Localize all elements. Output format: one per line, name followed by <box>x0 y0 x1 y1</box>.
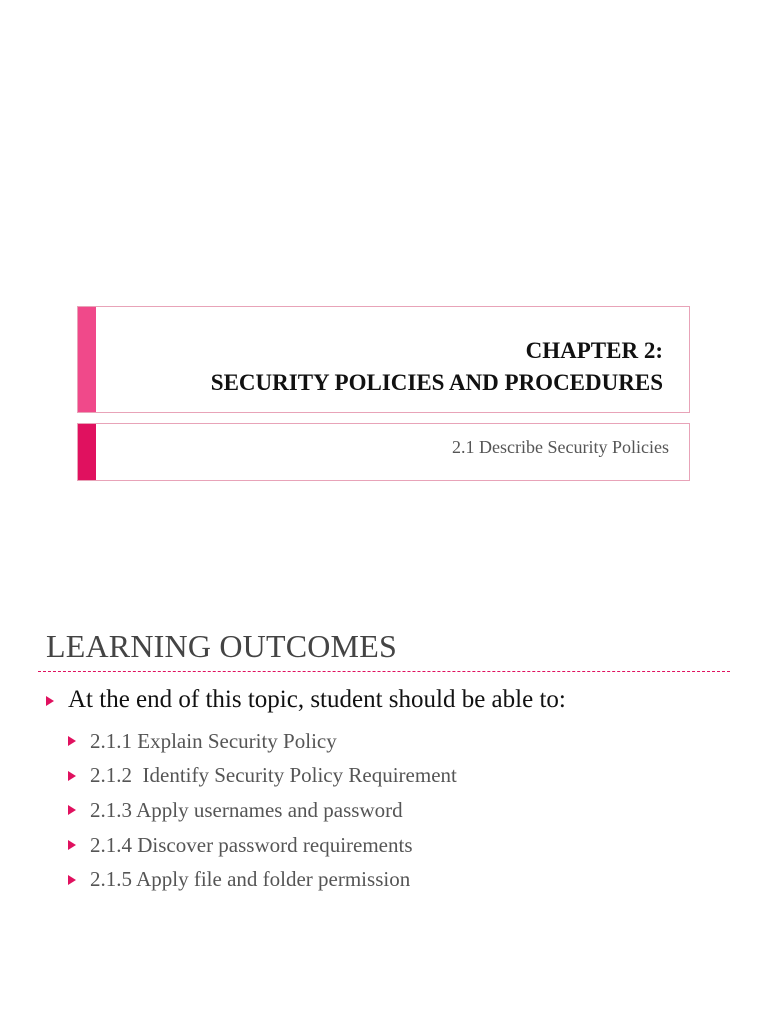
list-item-label: 2.1.4 Discover password requirements <box>90 832 413 857</box>
list-item-label: 2.1.2 Identify Security Policy Requirement <box>90 763 457 788</box>
subtitle-box <box>77 423 690 481</box>
triangle-right-icon <box>68 736 76 746</box>
chapter-title-box <box>77 306 690 413</box>
list-item <box>68 759 457 794</box>
list-item <box>68 793 457 828</box>
chapter-title-line-2: SECURITY POLICIES AND PROCEDURES <box>210 370 663 395</box>
title-accent-bar <box>78 307 96 412</box>
chapter-title <box>211 335 663 399</box>
triangle-right-icon <box>46 696 54 706</box>
list-item <box>68 724 457 759</box>
triangle-right-icon <box>68 771 76 781</box>
triangle-right-icon <box>68 875 76 885</box>
subtitle-accent-bar <box>78 424 96 480</box>
triangle-right-icon <box>68 840 76 850</box>
chapter-subtitle: 2.1 Describe Security Policies <box>452 437 669 457</box>
chapter-title-line-1: CHAPTER 2: <box>525 338 663 363</box>
list-item-label: 2.1.5 Apply file and folder permission <box>90 867 411 892</box>
learning-outcomes-intro <box>46 686 566 714</box>
triangle-right-icon <box>68 805 76 815</box>
list-item-label: 2.1.1 Explain Security Policy <box>90 728 337 753</box>
learning-outcomes-heading: LEARNING OUTCOMES <box>46 628 397 664</box>
heading-divider <box>38 671 730 672</box>
list-item <box>68 828 457 863</box>
list-item <box>68 862 457 897</box>
learning-outcomes-list <box>68 724 457 897</box>
list-item-label: 2.1.3 Apply usernames and password <box>90 797 403 822</box>
intro-text: At the end of this topic, student should be able to: <box>68 686 566 713</box>
